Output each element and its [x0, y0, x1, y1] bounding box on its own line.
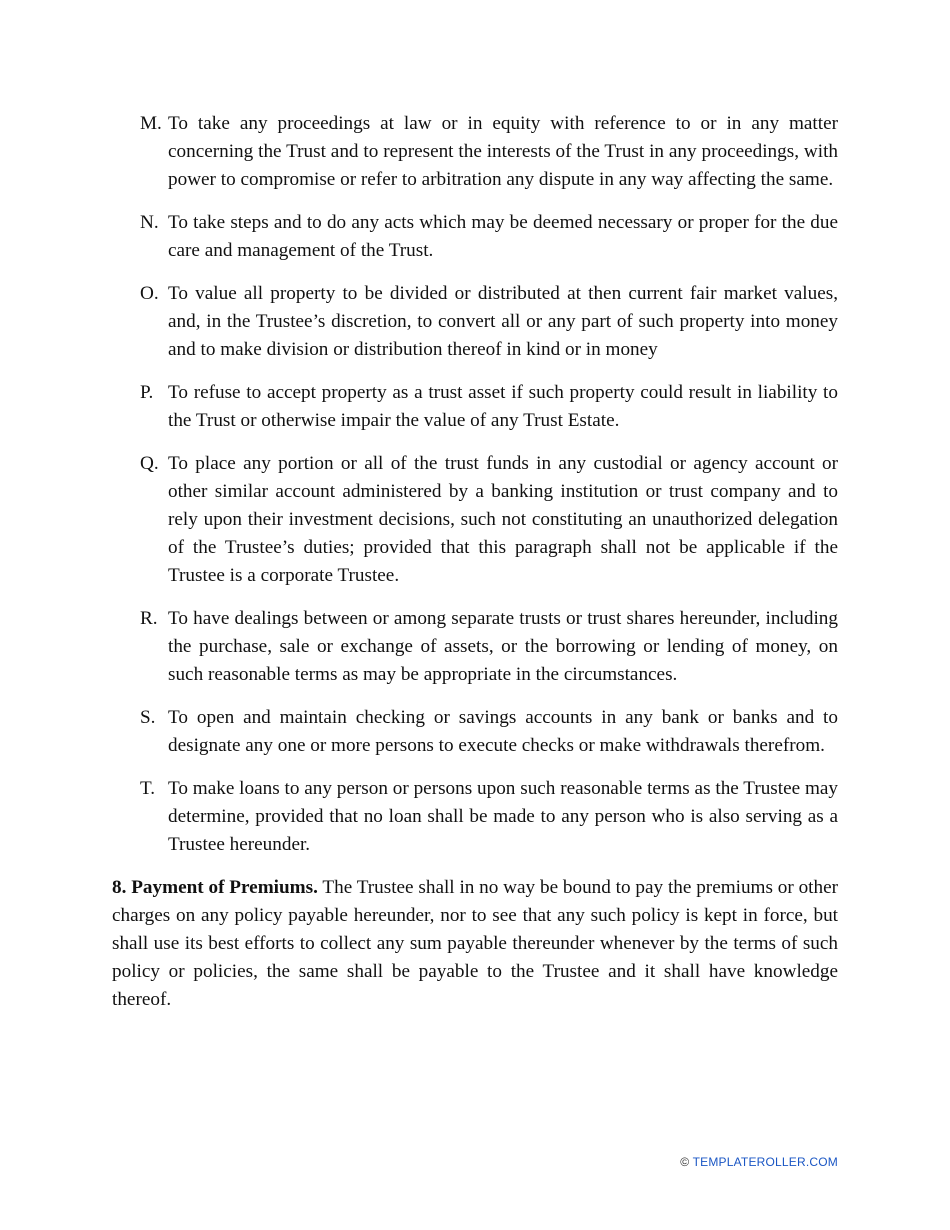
list-item-text: To open and maintain checking or savings accounts in any bank or banks and to designate any one or more persons to execute checks or make withdrawals therefrom. — [168, 707, 838, 756]
list-item-text: To place any portion or all of the trust funds in any custodial or agency account or other similar account administered by a banking institution or trust company and to rely upon their investment decisions, such not constituting an unauthorized delegation of the Trustee’s duties; provided that this paragraph shall not be applicable if the Trustee is a corporate Trustee. — [168, 453, 838, 586]
list-item-n — [112, 209, 838, 265]
list-item-s — [112, 704, 838, 760]
list-item-text: To take steps and to do any acts which may be deemed necessary or proper for the due care and management of the Trust. — [168, 212, 838, 261]
list-item-text: To have dealings between or among separate trusts or trust shares hereunder, including the purchase, sale or exchange of assets, or the borrowing or lending of money, on such reasonable terms as may be appropriate in the circumstances. — [168, 608, 838, 685]
list-item-letter: N. — [140, 212, 159, 233]
list-item-letter: R. — [140, 608, 158, 629]
list-item-text: To value all property to be divided or distributed at then current fair market values, and, in the Trustee’s discretion, to convert all or any part of such property into money and to make division or distribution thereof in kind or in money — [168, 283, 838, 360]
list-item-text: To take any proceedings at law or in equity with reference to or in any matter concerning the Trust and to represent the interests of the Trust in any proceedings, with power to compromise or refer to arbitration any dispute in any way affecting the same. — [168, 113, 838, 190]
list-item-letter: P. — [140, 382, 154, 403]
list-item-t — [112, 775, 838, 859]
list-item-p — [112, 379, 838, 435]
list-item-q — [112, 450, 838, 590]
copyright-icon: © — [680, 1155, 690, 1169]
section-heading: 8. Payment of Premiums. — [112, 877, 318, 898]
list-item-text: To make loans to any person or persons upon such reasonable terms as the Trustee may determine, provided that no loan shall be made to any person who is also serving as a Trustee hereunder. — [168, 778, 838, 855]
footer-watermark[interactable] — [680, 1155, 838, 1169]
list-item-r — [112, 605, 838, 689]
list-item-m — [112, 110, 838, 194]
list-item-letter: T. — [140, 778, 156, 799]
list-item-o — [112, 280, 838, 364]
document-page — [112, 110, 838, 1033]
section-paragraph — [112, 874, 838, 1014]
list-item-letter: S. — [140, 707, 156, 728]
list-item-letter: Q. — [140, 453, 159, 474]
list-item-letter: M. — [140, 113, 162, 134]
list-item-text: To refuse to accept property as a trust asset if such property could result in liability to the Trust or otherwise impair the value of any Trust Estate. — [168, 382, 838, 431]
section-body: The Trustee shall in no way be bound to pay the premiums or other charges on any policy payable hereunder, nor to see that any such policy is kept in force, but shall use its best efforts to collect any sum payable thereunder whenever by the terms of such policy or policies, the same shall be payable to the Trustee and it shall have knowledge thereof. — [112, 877, 838, 1010]
list-item-letter: O. — [140, 283, 159, 304]
footer-site-link[interactable]: TEMPLATEROLLER.COM — [692, 1155, 838, 1169]
